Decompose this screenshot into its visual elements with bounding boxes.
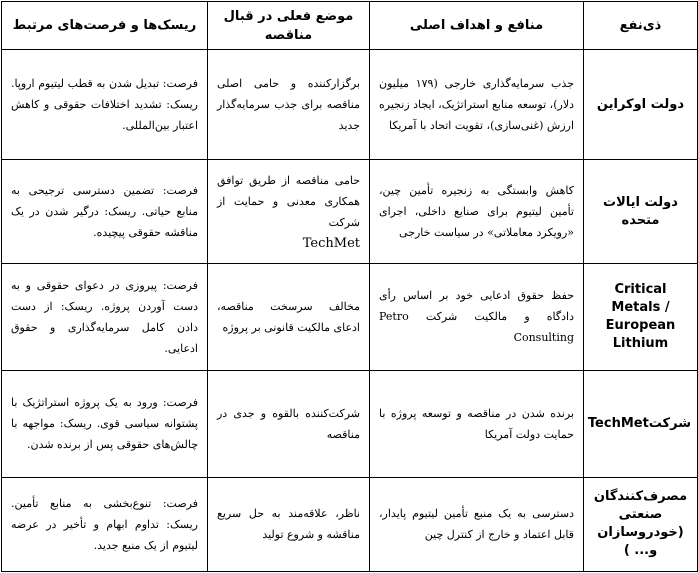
stakeholder-name: دولت ایالات متحده	[584, 160, 698, 264]
interests-cell: جذب سرمایه‌گذاری خارجی (۱۷۹ میلیون دلار)، توسعه منابع استراتژیک، ایجاد زنجیره ارزش (غنی‌سازی)، تقویت اتحاد با آمریکا	[370, 50, 584, 160]
position-cell: برگزارکننده و حامی اصلی مناقصه برای جذب سرمایه‌گذار جدید	[208, 50, 370, 160]
stakeholder-table-container	[1, 1, 697, 572]
position-company: TechMet	[302, 235, 360, 251]
interests-cell: برنده شدن در مناقصه و توسعه پروژه با حمایت دولت آمریکا	[370, 370, 584, 477]
table-row	[2, 477, 698, 571]
interests-cell: دسترسی به یک منبع تأمین لیتیوم پایدار، قابل اعتماد و خارج از کنترل چین	[370, 477, 584, 571]
risks-cell: فرصت: ورود به یک پروژه استراتژیک با پشتوانه سیاسی قوی. ریسک: مواجهه با چالش‌های حقوقی پس از برنده شدن.	[2, 370, 208, 477]
table-row	[2, 160, 698, 264]
position-cell	[208, 160, 370, 264]
table-row	[2, 264, 698, 370]
header-risks: ریسک‌ها و فرصت‌های مرتبط	[2, 2, 208, 50]
header-stakeholder: ذی‌نفع	[584, 2, 698, 50]
stakeholder-name: دولت اوکراین	[584, 50, 698, 160]
interests-cell: حفظ حقوق ادعایی خود بر اساس رأی دادگاه و مالکیت شرکت Petro Consulting	[370, 264, 584, 370]
stakeholder-table	[1, 1, 698, 572]
risks-cell: فرصت: تبدیل شدن به قطب لیتیوم اروپا. ریسک: تشدید اختلافات حقوقی و کاهش اعتبار بین‌المللی.	[2, 50, 208, 160]
header-position: موضع فعلی در قبال مناقصه	[208, 2, 370, 50]
risks-cell: فرصت: تنوع‌بخشی به منابع تأمین. ریسک: تداوم ابهام و تأخیر در عرضه لیتیوم از یک منبع جدید.	[2, 477, 208, 571]
position-text: حامی مناقصه از طریق توافق همکاری معدنی و حمایت از شرکت	[217, 173, 360, 229]
position-cell: مخالف سرسخت مناقصه، ادعای مالکیت قانونی بر پروژه	[208, 264, 370, 370]
header-interests: منافع و اهداف اصلی	[370, 2, 584, 50]
table-row	[2, 50, 698, 160]
header-row	[2, 2, 698, 50]
stakeholder-name: مصرف‌کنندگان صنعتی (خودروسازان و... )	[584, 477, 698, 571]
position-cell: شرکت‌کننده بالقوه و جدی در مناقصه	[208, 370, 370, 477]
interests-cell: کاهش وابستگی به زنجیره تأمین چین، تأمین لیتیوم برای صنایع داخلی، اجرای «رویکرد معاملاتی» در سیاست خارجی	[370, 160, 584, 264]
stakeholder-name: شرکتTechMet	[584, 370, 698, 477]
risks-cell: فرصت: تضمین دسترسی ترجیحی به منابع حیاتی. ریسک: درگیر شدن در یک مناقشه حقوقی پیچیده.	[2, 160, 208, 264]
stakeholder-name: Critical Metals / European Lithium	[584, 264, 698, 370]
risks-cell: فرصت: پیروزی در دعوای حقوقی و به دست آوردن پروژه. ریسک: از دست دادن کامل سرمایه‌گذاری و حقوق ادعایی.	[2, 264, 208, 370]
position-cell: ناظر، علاقه‌مند به حل سریع مناقشه و شروع تولید	[208, 477, 370, 571]
table-row	[2, 370, 698, 477]
